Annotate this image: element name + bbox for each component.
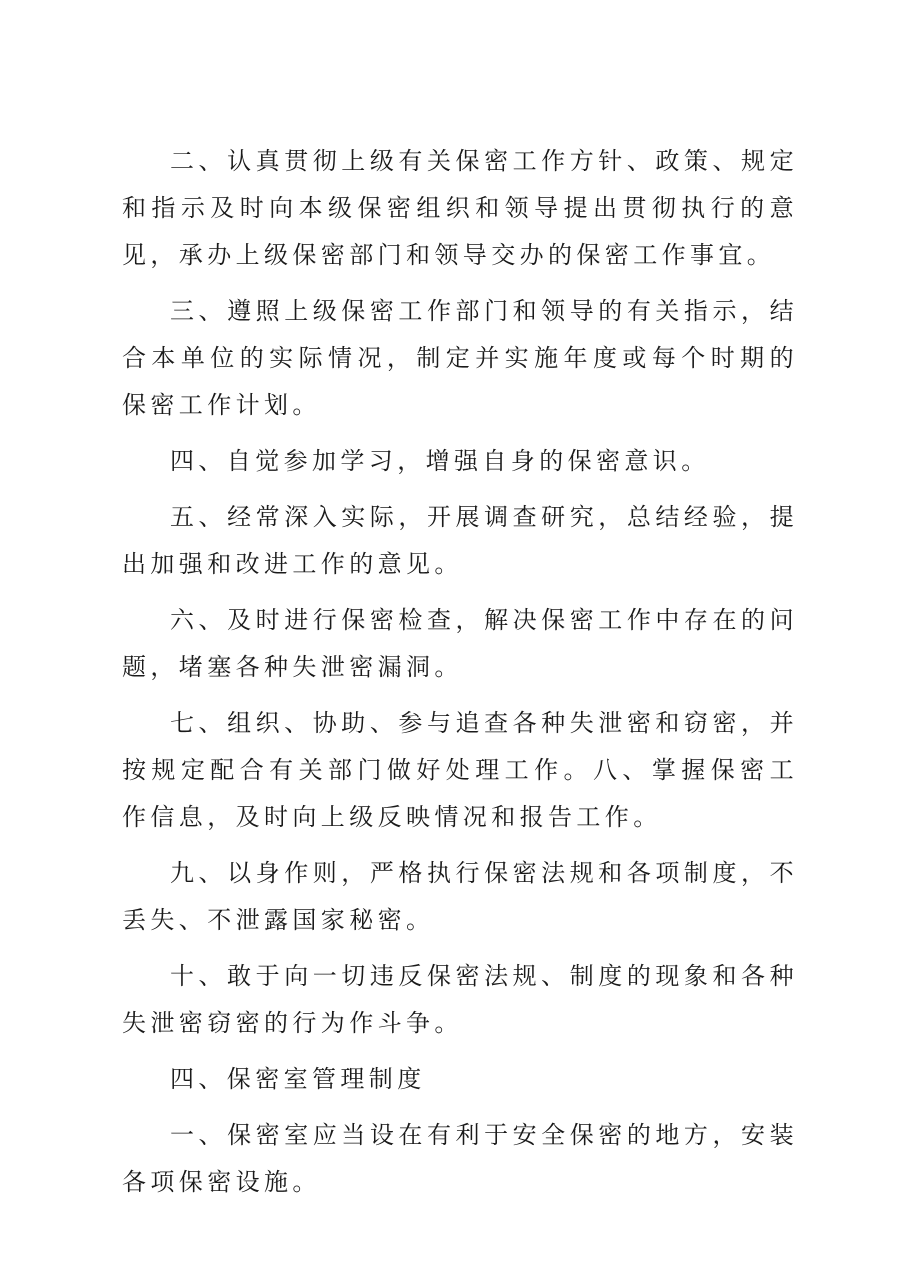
section-heading: 四、保密室管理制度 xyxy=(170,1065,426,1093)
paragraph-duty-5: 五、经常深入实际，开展调查研究，总结经验，提出加强和改进工作的意见。 xyxy=(122,503,798,578)
paragraph-duty-10: 十、敢于向一切违反保密法规、制度的现象和各种失泄密窃密的行为作斗争。 xyxy=(122,962,798,1037)
paragraph-rule-1: 一、保密室应当设在有利于安全保密的地方，安装各项保密设施。 xyxy=(122,1121,798,1196)
paragraph-duty-2: 二、认真贯彻上级有关保密工作方针、政策、规定和指示及时向本级保密组织和领导提出贯彻执行的意见，承办上级保密部门和领导交办的保密工作事宜。 xyxy=(122,147,798,269)
paragraph-duty-4: 四、自觉参加学习，增强自身的保密意识。 xyxy=(170,447,710,475)
paragraph-duty-6: 六、及时进行保密检查，解决保密工作中存在的问题，堵塞各种失泄密漏洞。 xyxy=(122,606,798,681)
document-body xyxy=(122,138,798,1215)
paragraph-duty-3: 三、遵照上级保密工作部门和领导的有关指示，结合本单位的实际情况，制定并实施年度或每个时期的保密工作计划。 xyxy=(122,297,798,419)
paragraph-duty-9: 九、以身作则，严格执行保密法规和各项制度，不丢失、不泄露国家秘密。 xyxy=(122,859,798,934)
paragraph-duty-7-8: 七、组织、协助、参与追查各种失泄密和窃密，并按规定配合有关部门做好处理工作。八、掌握保密工作信息，及时向上级反映情况和报告工作。 xyxy=(122,709,798,831)
